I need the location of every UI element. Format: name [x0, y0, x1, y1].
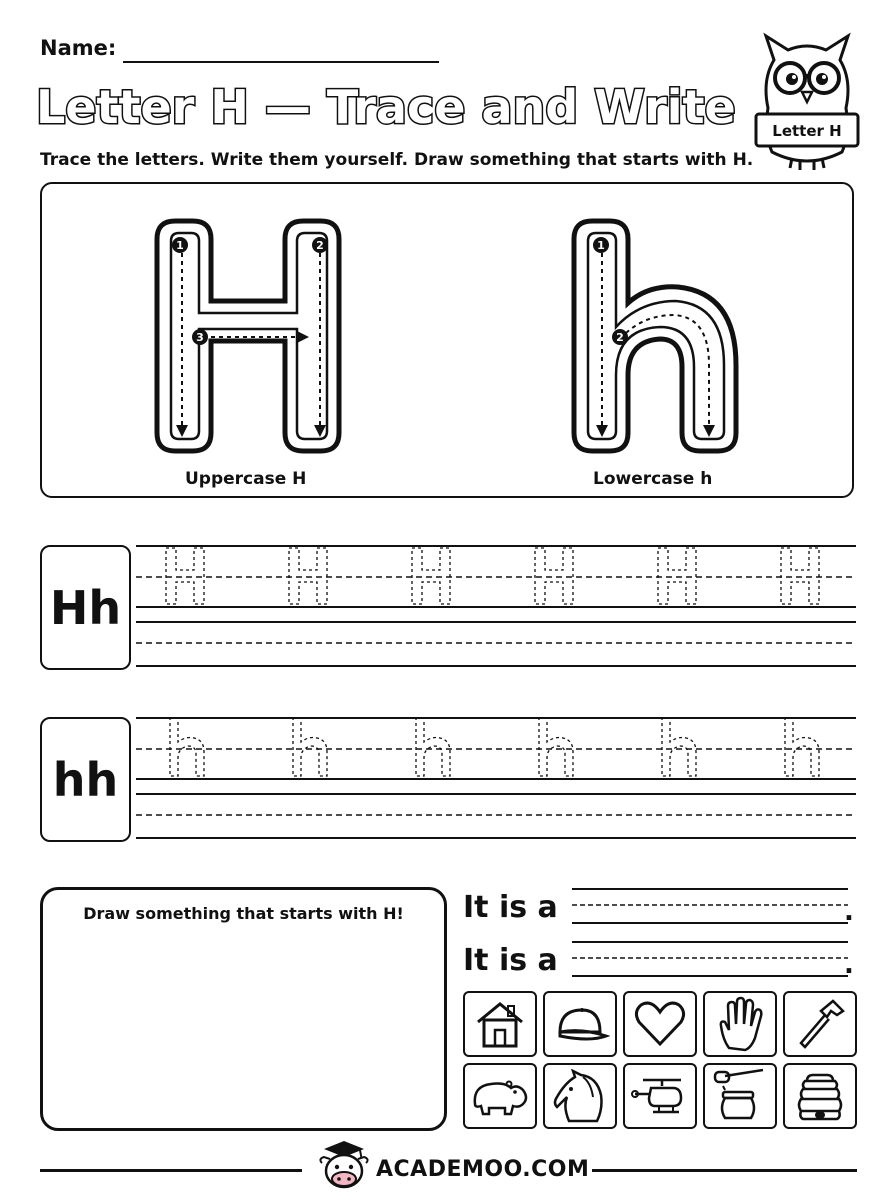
stroke-number: 1 — [176, 239, 184, 252]
name-label: Name: — [40, 36, 117, 60]
footer-divider — [592, 1169, 857, 1172]
brand-name: ACADEMOO.COM — [376, 1157, 590, 1182]
cow-logo-icon — [316, 1135, 372, 1193]
owl-mascot-icon — [752, 30, 862, 175]
stroke-number: 2 — [616, 331, 624, 344]
practice-row-label: Hh — [40, 545, 131, 670]
trace-letter-lowercase-h[interactable] — [170, 718, 204, 776]
trace-letter-lowercase-h[interactable] — [539, 718, 573, 776]
lowercase-h-trace[interactable] — [568, 215, 748, 460]
hippo-icon[interactable] — [463, 1063, 537, 1129]
sentence-writing-line[interactable] — [568, 938, 858, 988]
trace-letter-uppercase-h[interactable] — [535, 548, 573, 604]
stroke-number: 2 — [316, 239, 324, 252]
page-title: Letter H — Trace and Write — [36, 80, 736, 134]
lowercase-caption: Lowercase h — [593, 469, 713, 489]
trace-letter-uppercase-h[interactable] — [166, 548, 204, 604]
hammer-icon[interactable] — [783, 991, 857, 1057]
sentence-period: . — [844, 950, 854, 980]
uppercase-caption: Uppercase H — [185, 469, 307, 489]
sentence-period: . — [844, 897, 854, 927]
house-icon[interactable] — [463, 991, 537, 1057]
helicopter-icon[interactable] — [623, 1063, 697, 1129]
footer-divider — [40, 1169, 302, 1172]
name-input-line[interactable] — [123, 61, 439, 63]
practice-row-label: hh — [40, 717, 131, 842]
trace-letter-uppercase-h[interactable] — [289, 548, 327, 604]
stroke-number: 3 — [196, 331, 204, 344]
trace-letter-lowercase-h[interactable] — [293, 718, 327, 776]
trace-letter-lowercase-h[interactable] — [416, 718, 450, 776]
cap-icon[interactable] — [543, 991, 617, 1057]
honey-icon[interactable] — [703, 1063, 777, 1129]
trace-letter-uppercase-h[interactable] — [781, 548, 819, 604]
hand-icon[interactable] — [703, 991, 777, 1057]
drawing-area[interactable] — [40, 887, 447, 1131]
sentence-starter: It is a — [463, 943, 558, 978]
sentence-writing-line[interactable] — [568, 885, 858, 935]
trace-letter-lowercase-h[interactable] — [785, 718, 819, 776]
practice-writing-lines-uppercase[interactable] — [136, 540, 856, 670]
uppercase-h-trace[interactable] — [145, 215, 360, 460]
draw-prompt: Draw something that starts with H! — [83, 904, 404, 923]
trace-letter-uppercase-h[interactable] — [658, 548, 696, 604]
sentence-starter: It is a — [463, 890, 558, 925]
stroke-number: 1 — [597, 239, 605, 252]
practice-writing-lines-lowercase[interactable] — [136, 712, 856, 842]
heart-icon[interactable] — [623, 991, 697, 1057]
trace-letter-lowercase-h[interactable] — [662, 718, 696, 776]
horse-icon[interactable] — [543, 1063, 617, 1129]
hive-icon[interactable] — [783, 1063, 857, 1129]
picture-options-grid — [463, 991, 857, 1133]
trace-letter-uppercase-h[interactable] — [412, 548, 450, 604]
instructions: Trace the letters. Write them yourself. Draw something that starts with H. — [40, 150, 754, 170]
mascot-sign-text: Letter H — [772, 122, 842, 140]
